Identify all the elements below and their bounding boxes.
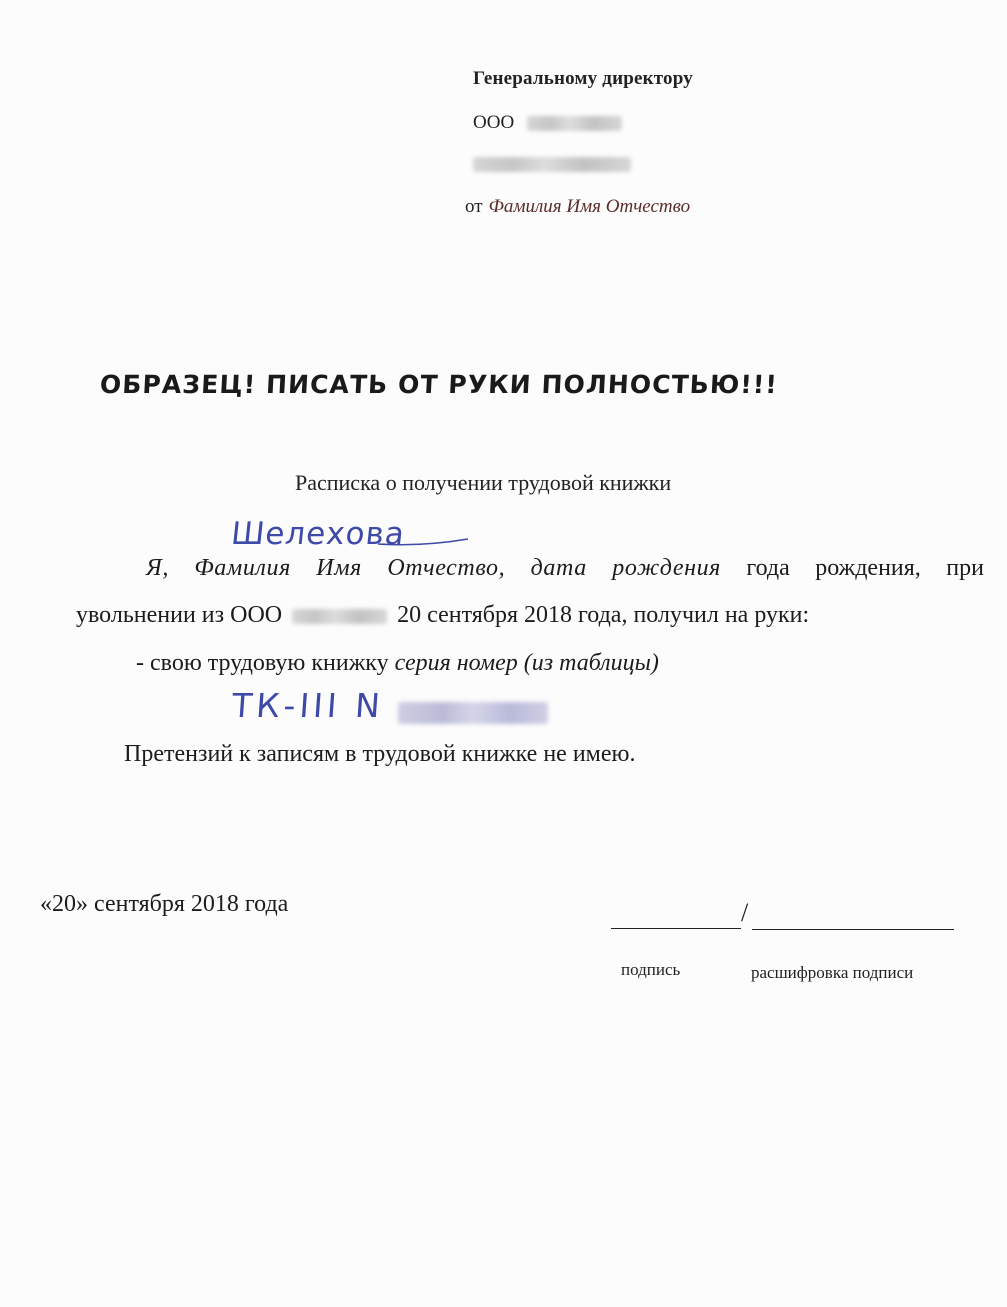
addressee-title: Генеральному директору: [473, 68, 693, 89]
handwritten-surname: [228, 508, 478, 558]
document-date: «20» сентября 2018 года: [40, 891, 289, 917]
word: рождения,: [815, 555, 921, 581]
signature-caption: подпись: [621, 960, 681, 979]
sender-line: [465, 196, 690, 218]
body-line-4: Претензий к записям в трудовой книжке не имею.: [124, 741, 636, 767]
redacted-director-name: [473, 157, 631, 172]
word: Отчество,: [387, 555, 506, 581]
line3-start: - свою трудовую книжку: [136, 650, 389, 676]
sender-name: Фамилия Имя Отчество: [488, 196, 691, 217]
from-prefix: от: [465, 196, 483, 217]
redacted-org-name: [527, 116, 622, 131]
word: Я,: [146, 555, 169, 581]
document-title: Расписка о получении трудовой книжки: [295, 470, 672, 495]
body-line-1: [146, 555, 984, 582]
line2-start: увольнении из ООО: [76, 602, 283, 628]
handwritten-series: [232, 686, 548, 725]
word: Фамилия: [194, 555, 291, 581]
line3-italic: серия номер (из таблицы): [394, 650, 659, 676]
signature-separator: /: [741, 898, 749, 927]
body-line-2: [76, 602, 809, 629]
decoding-line: [752, 929, 954, 930]
word: при: [946, 555, 984, 581]
addressee-address: [473, 153, 631, 175]
word: Имя: [316, 555, 362, 581]
word: рождения: [612, 555, 721, 581]
sample-banner: ОБРАЗЕЦ! ПИСАТЬ ОТ РУКИ ПОЛНОСТЬЮ!!!: [99, 370, 779, 399]
addressee-org: [473, 112, 622, 134]
decoding-caption: расшифровка подписи: [751, 963, 914, 982]
redacted-book-number: [398, 702, 548, 724]
body-line-3: [136, 650, 659, 677]
word: дата: [530, 555, 587, 581]
handwritten-surname-text: Шелехова: [229, 516, 407, 552]
handwritten-series-text: ТК-III N: [230, 686, 386, 725]
signature-line: [611, 928, 741, 929]
redacted-org-name: [292, 609, 387, 624]
org-prefix: ООО: [473, 112, 515, 133]
line2-end: 20 сентября 2018 года, получил на руки:: [397, 602, 810, 628]
word: года: [746, 555, 790, 581]
